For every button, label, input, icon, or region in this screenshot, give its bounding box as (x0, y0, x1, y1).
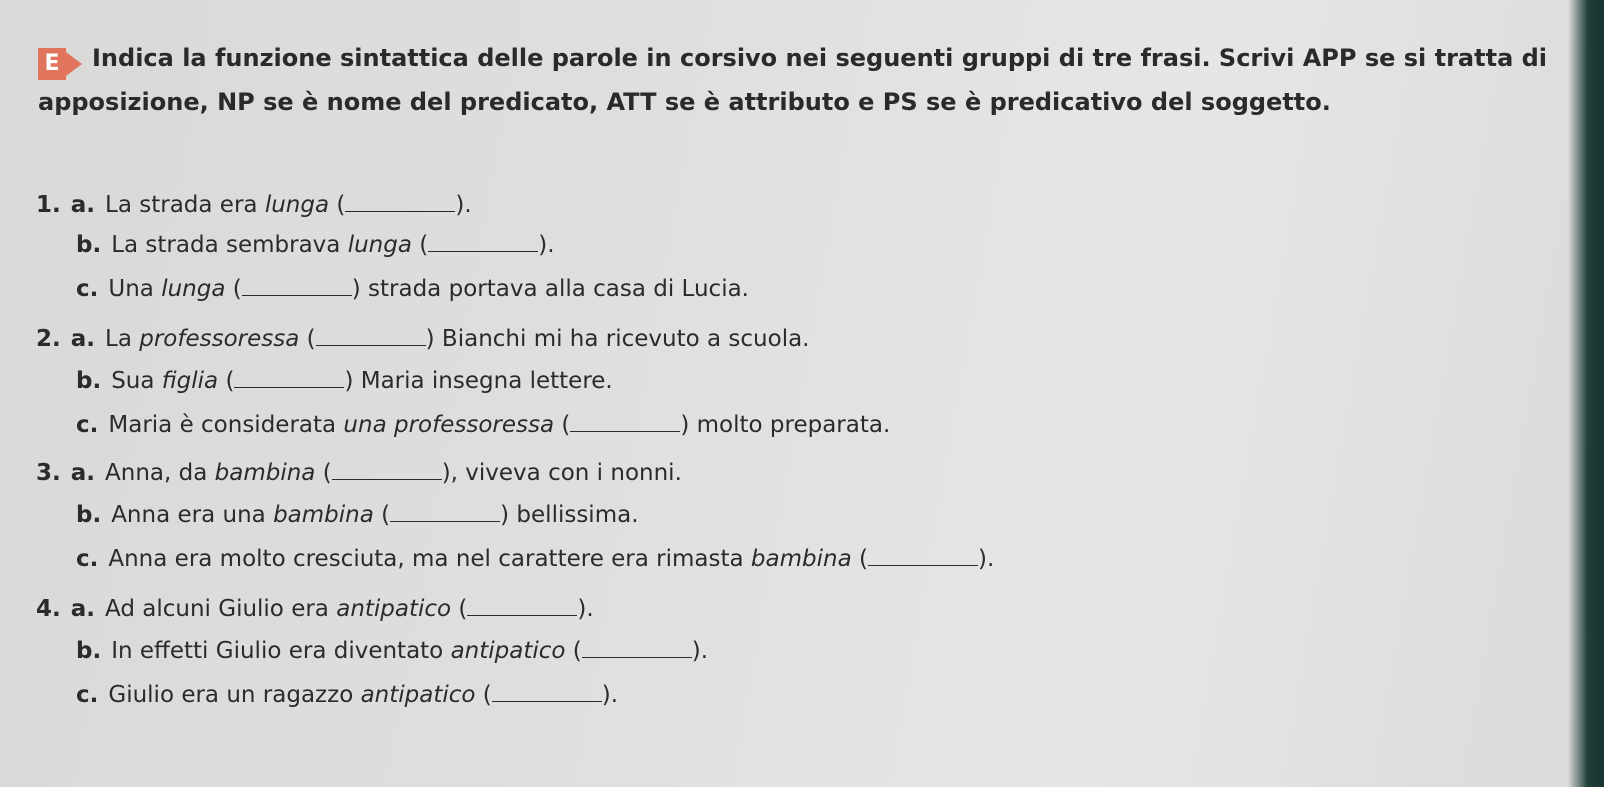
sentence-start: Sua (111, 368, 162, 394)
italic-word: bambina (214, 460, 316, 486)
group-4-item-b (76, 636, 708, 666)
sentence-end: ), viveva con i nonni. (441, 460, 682, 486)
item-letter: b. (76, 368, 102, 394)
answer-blank[interactable] (332, 459, 442, 480)
sentence-start: Ad alcuni Giulio era (105, 596, 337, 622)
book-edge (1568, 0, 1604, 787)
item-letter: a. (70, 460, 96, 486)
italic-word: figlia (161, 368, 219, 394)
answer-blank[interactable] (570, 411, 680, 432)
sentence-end: ). (691, 638, 709, 664)
group-3-item-a (36, 458, 682, 488)
italic-word: lunga (161, 276, 226, 302)
italic-word: lunga (347, 232, 412, 258)
italic-word: lunga (264, 192, 330, 218)
sentence-start: In effetti Giulio era diventato (111, 638, 451, 664)
sentence-start: Anna, da (105, 460, 215, 486)
exercise-badge-letter: E (44, 51, 60, 76)
sentence-end: ). (977, 546, 995, 572)
sentence-start: Giulio era un ragazzo (108, 682, 361, 708)
open-paren: ( (329, 192, 346, 218)
open-paren: ( (451, 596, 468, 622)
group-4-item-c (76, 680, 618, 710)
open-paren: ( (411, 232, 429, 258)
open-paren: ( (373, 502, 391, 528)
open-paren: ( (218, 368, 235, 394)
item-letter: a. (70, 326, 96, 352)
item-letter: b. (76, 232, 102, 258)
italic-word: bambina (750, 546, 852, 572)
answer-blank[interactable] (234, 367, 344, 388)
sentence-start: Anna era molto cresciuta, ma nel carattere era rimasta (108, 546, 751, 572)
item-letter: b. (76, 638, 102, 664)
group-1-item-a (36, 190, 472, 220)
sentence-start: La (105, 326, 140, 352)
item-letter: c. (76, 546, 99, 572)
sentence-start: Una (108, 276, 162, 302)
italic-word: antipatico (336, 596, 452, 622)
group-3-item-b (76, 500, 639, 530)
open-paren: ( (315, 460, 332, 486)
item-letter: a. (70, 192, 96, 218)
italic-word: antipatico (450, 638, 566, 664)
group-1-item-b (76, 230, 555, 260)
answer-blank[interactable] (582, 637, 692, 658)
answer-blank[interactable] (390, 501, 500, 522)
open-paren: ( (299, 326, 316, 352)
sentence-end: ) Maria insegna lettere. (344, 368, 613, 394)
instruction-text: Indica la funzione sintattica delle parole in corsivo nei seguenti gruppi di tre frasi. Scrivi APP se si tratta di apposizione, NP se è nome del predicato, ATT se è attributo e PS se è predicativo del soggetto. (38, 44, 1548, 116)
sentence-end: ). (601, 682, 619, 708)
italic-word: bambina (273, 502, 374, 528)
italic-word: una professoressa (343, 412, 555, 438)
open-paren: ( (554, 412, 571, 438)
answer-blank[interactable] (428, 231, 538, 252)
sentence-end: ). (538, 232, 555, 258)
open-paren: ( (565, 638, 582, 664)
exercise-badge-arrow-icon (38, 48, 66, 80)
answer-blank[interactable] (868, 545, 978, 566)
group-1-item-c (76, 274, 749, 304)
open-paren: ( (475, 682, 492, 708)
group-number: 3. (36, 460, 61, 486)
sentence-end: ) strada portava alla casa di Lucia. (351, 276, 749, 302)
italic-word: antipatico (360, 682, 476, 708)
group-2-item-b (76, 366, 613, 396)
answer-blank[interactable] (492, 681, 602, 702)
answer-blank[interactable] (345, 191, 455, 212)
sentence-end: ) molto preparata. (680, 412, 891, 438)
group-3-item-c (76, 544, 994, 574)
group-2-item-c (76, 410, 890, 440)
group-2-item-a (36, 324, 810, 354)
group-number: 4. (36, 596, 61, 622)
item-letter: c. (76, 412, 99, 438)
sentence-end: ). (455, 192, 472, 218)
sentence-start: La strada era (105, 192, 265, 218)
sentence-start: Maria è considerata (108, 412, 344, 438)
sentence-end: ) bellissima. (500, 502, 639, 528)
open-paren: ( (225, 276, 242, 302)
answer-blank[interactable] (467, 595, 577, 616)
item-letter: c. (76, 276, 99, 302)
sentence-end: ). (577, 596, 594, 622)
item-letter: b. (76, 502, 102, 528)
italic-word: professoressa (139, 326, 300, 352)
sentence-start: La strada sembrava (111, 232, 348, 258)
item-letter: c. (76, 682, 99, 708)
group-4-item-a (36, 594, 594, 624)
answer-blank[interactable] (316, 325, 426, 346)
group-number: 2. (36, 326, 61, 352)
sentence-start: Anna era una (111, 502, 274, 528)
group-number: 1. (36, 192, 61, 218)
answer-blank[interactable] (242, 275, 352, 296)
sentence-end: ) Bianchi mi ha ricevuto a scuola. (425, 326, 810, 352)
item-letter: a. (70, 596, 96, 622)
exercise-instruction (38, 36, 1548, 124)
open-paren: ( (851, 546, 868, 572)
